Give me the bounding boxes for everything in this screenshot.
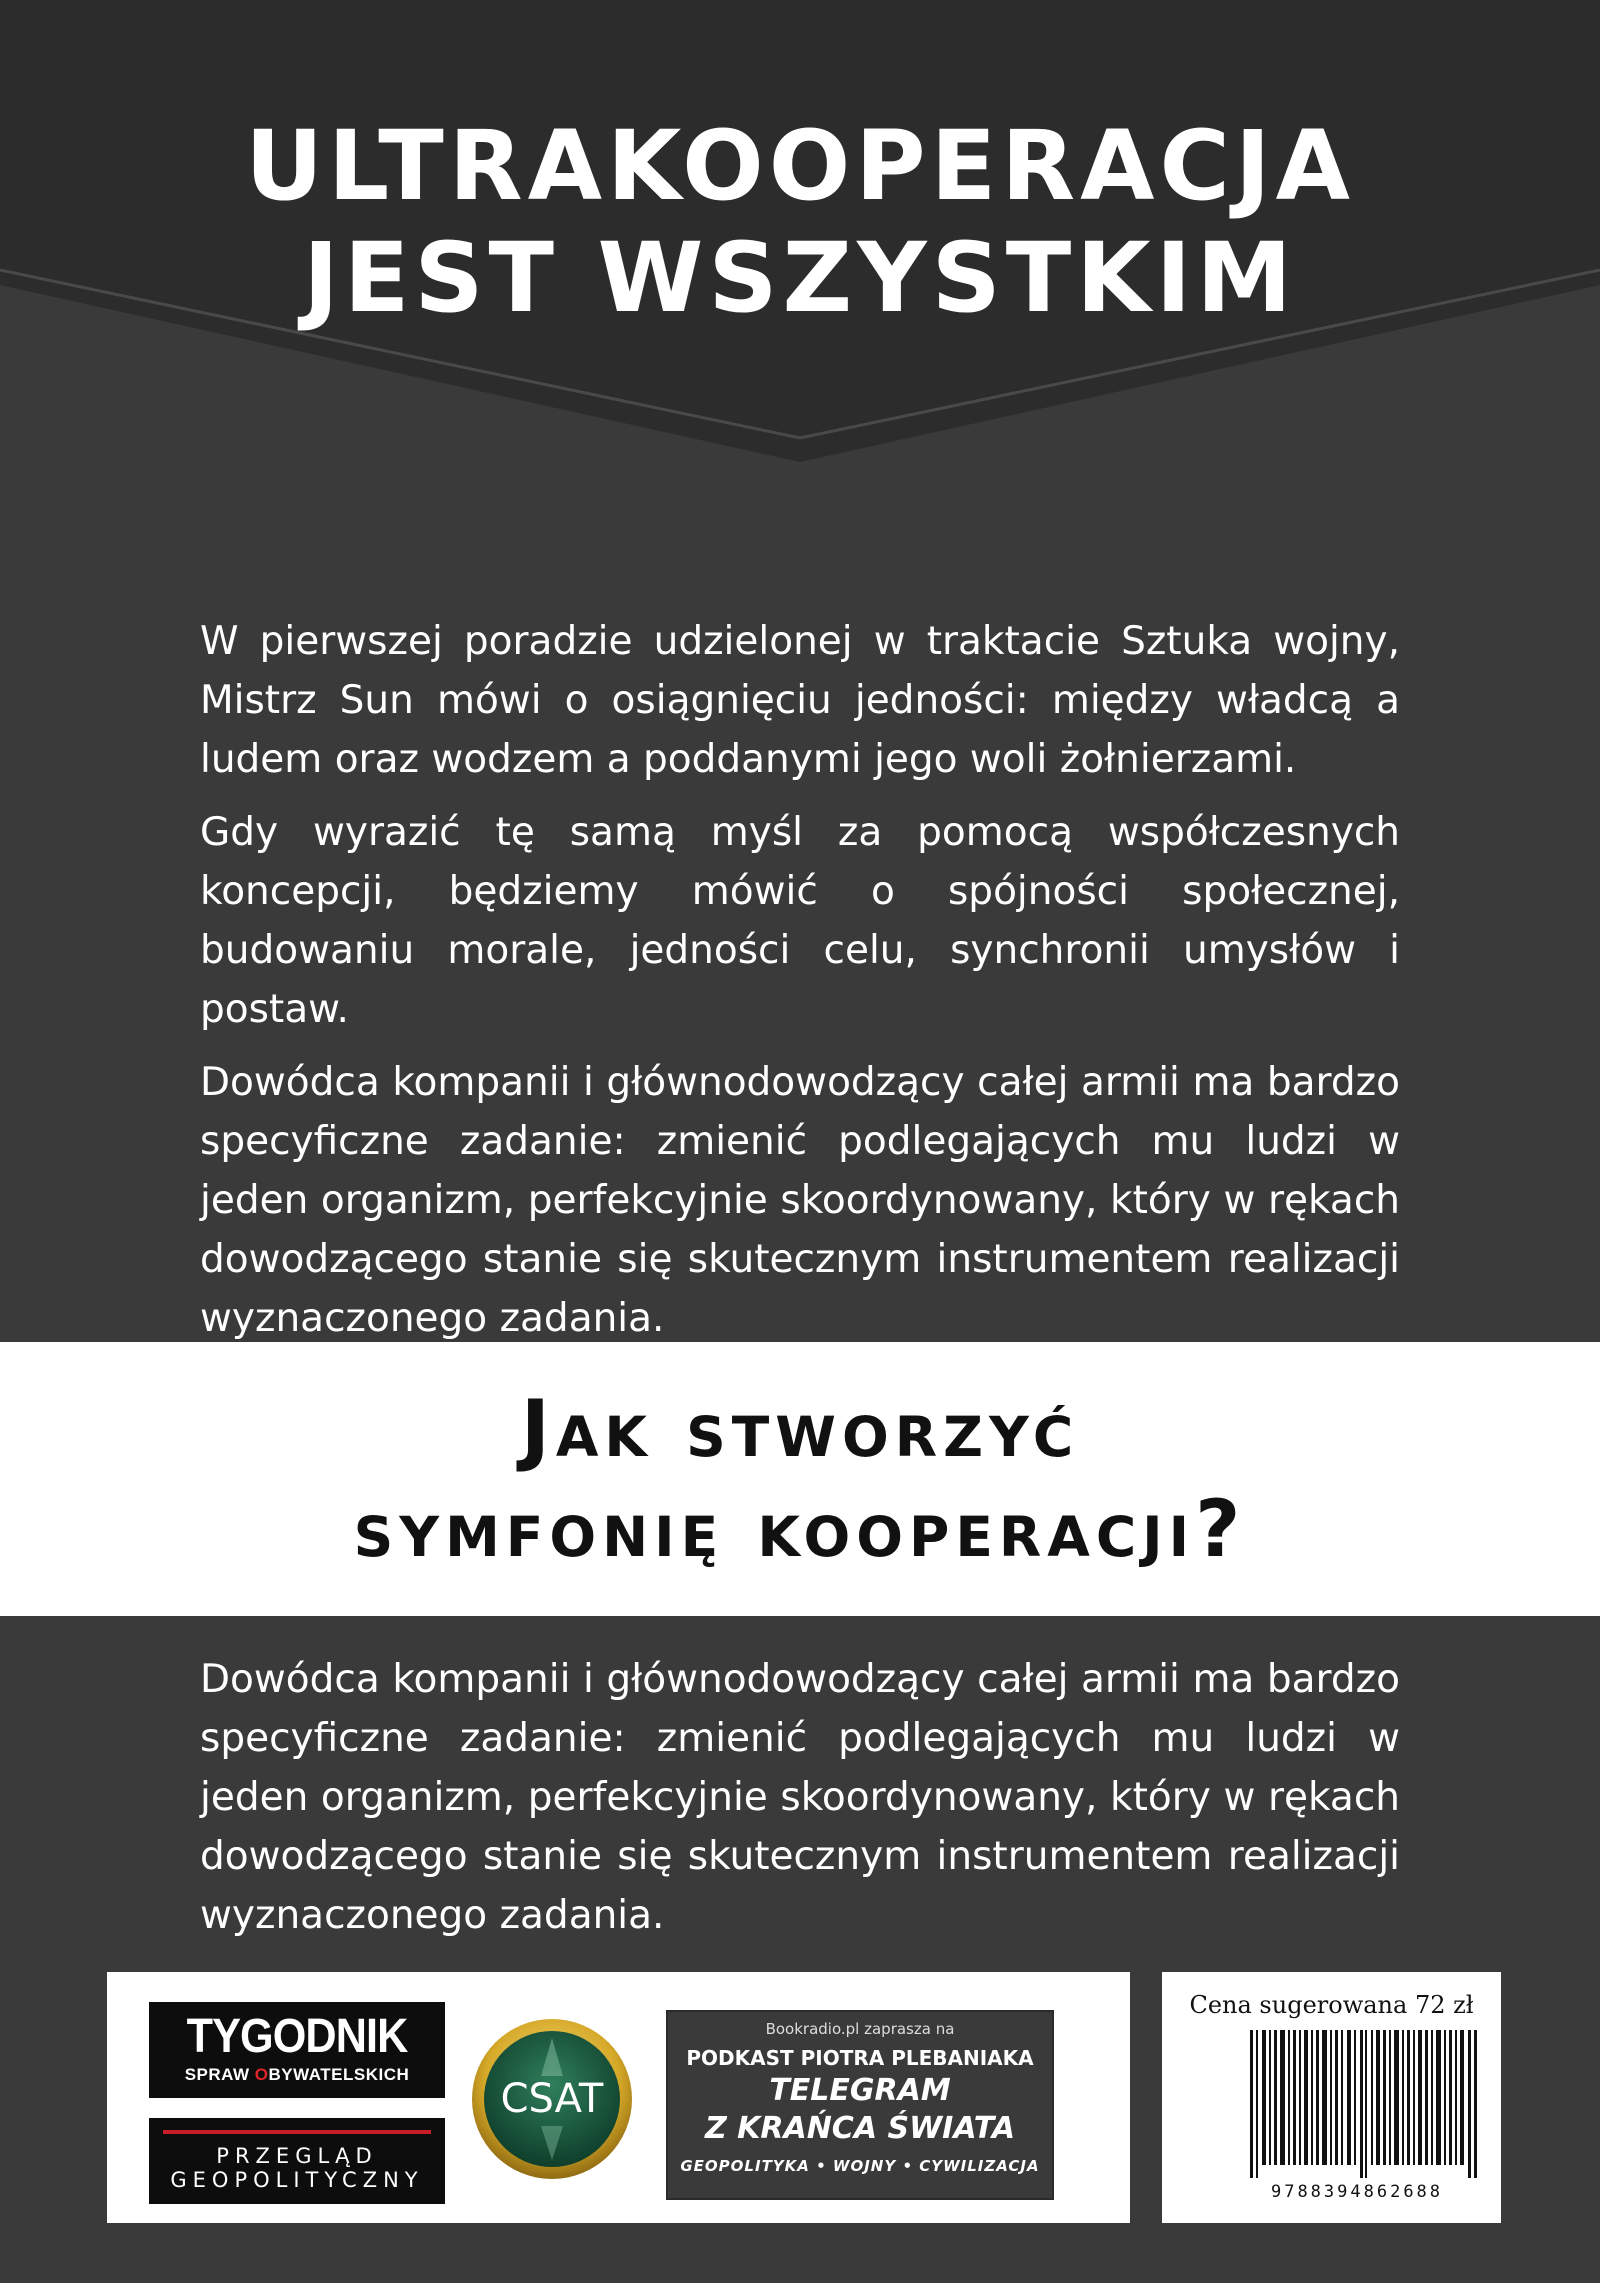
cover-title-line2: JEST WSZYSTKIM [303, 222, 1297, 334]
question-banner [0, 1342, 1600, 1616]
podkast-topics: GEOPOLITYKA • WOJNY • CYWILIZACJA [680, 2157, 1040, 2175]
paragraph: Gdy wyrazić tę samą myśl za pomocą współczesnych koncepcji, będziemy mówić o spójności społecznej, budowaniu morale, jedności celu, synchronii umysłów i postaw. [200, 810, 1400, 1032]
suggested-price: Cena sugerowana 72 zł [1189, 1991, 1474, 2019]
podkast-z-kranca-swiata: Z KRAŃCA ŚWIATA [704, 2111, 1016, 2146]
podkast-telegram-logo [666, 2010, 1054, 2200]
red-rule [163, 2130, 431, 2134]
podkast-title: PODKAST PIOTRA PLEBANIAKA [686, 2046, 1034, 2070]
banner-heading [0, 1380, 1600, 1580]
przeglad-line2: GEOPOLITYCZNY [170, 2168, 424, 2192]
paragraph: Dowódca kompanii i głównodowodzący całej armii ma bardzo specyficzne zadanie: zmienić podlegających mu ludzi w jeden organizm, perfekcyjnie skoordynowany, który w rękach dowodzącego stanie się skutecznym instrumentem realizacji wyznaczonego zadania. [200, 1060, 1400, 1341]
przeglad-line1: PRZEGLĄD [216, 2144, 378, 2168]
przeglad-geopolityczny-logo [149, 2118, 445, 2204]
banner-heading-line1: Jak stworzyć [520, 1385, 1080, 1475]
tygodnik-logo [149, 2002, 445, 2098]
price-barcode-panel [1162, 1972, 1501, 2223]
paragraph: W pierwszej poradzie udzielonej w traktacie Sztuka wojny, Mistrz Sun mówi o osiągnięciu jedności: między władcą a ludem oraz wodzem a poddanymi jego woli żołnierzami. [200, 619, 1400, 782]
csat-text: CSAT [500, 2076, 604, 2122]
tygodnik-subtitle: SPRAW OBYWATELSKICH [184, 2065, 410, 2084]
partner-logos-panel [107, 1972, 1130, 2223]
intro-text-block [200, 612, 1400, 1362]
paragraph: Dowódca kompanii i głównodowodzący całej armii ma bardzo specyficzne zadanie: zmienić podlegających mu ludzi w jeden organizm, perfekcyjnie skoordynowany, który w rękach dowodzącego stanie się skutecznym instrumentem realizacji wyznaczonego zadania. [200, 1657, 1400, 1938]
csat-logo [469, 2016, 635, 2182]
banner-heading-line2: symfonię kooperacji? [353, 1485, 1247, 1575]
cover-title [0, 110, 1600, 334]
isbn-number: 9788394862688 [1270, 2182, 1444, 2202]
podkast-intro: Bookradio.pl zaprasza na [765, 2020, 955, 2038]
podkast-telegram: TELEGRAM [769, 2073, 951, 2108]
closing-text-block [200, 1650, 1400, 1959]
cover-title-line1: ULTRAKOOPERACJA [245, 110, 1355, 222]
tygodnik-title: TYGODNIK [186, 2010, 408, 2063]
barcode-icon [1250, 2030, 1480, 2178]
